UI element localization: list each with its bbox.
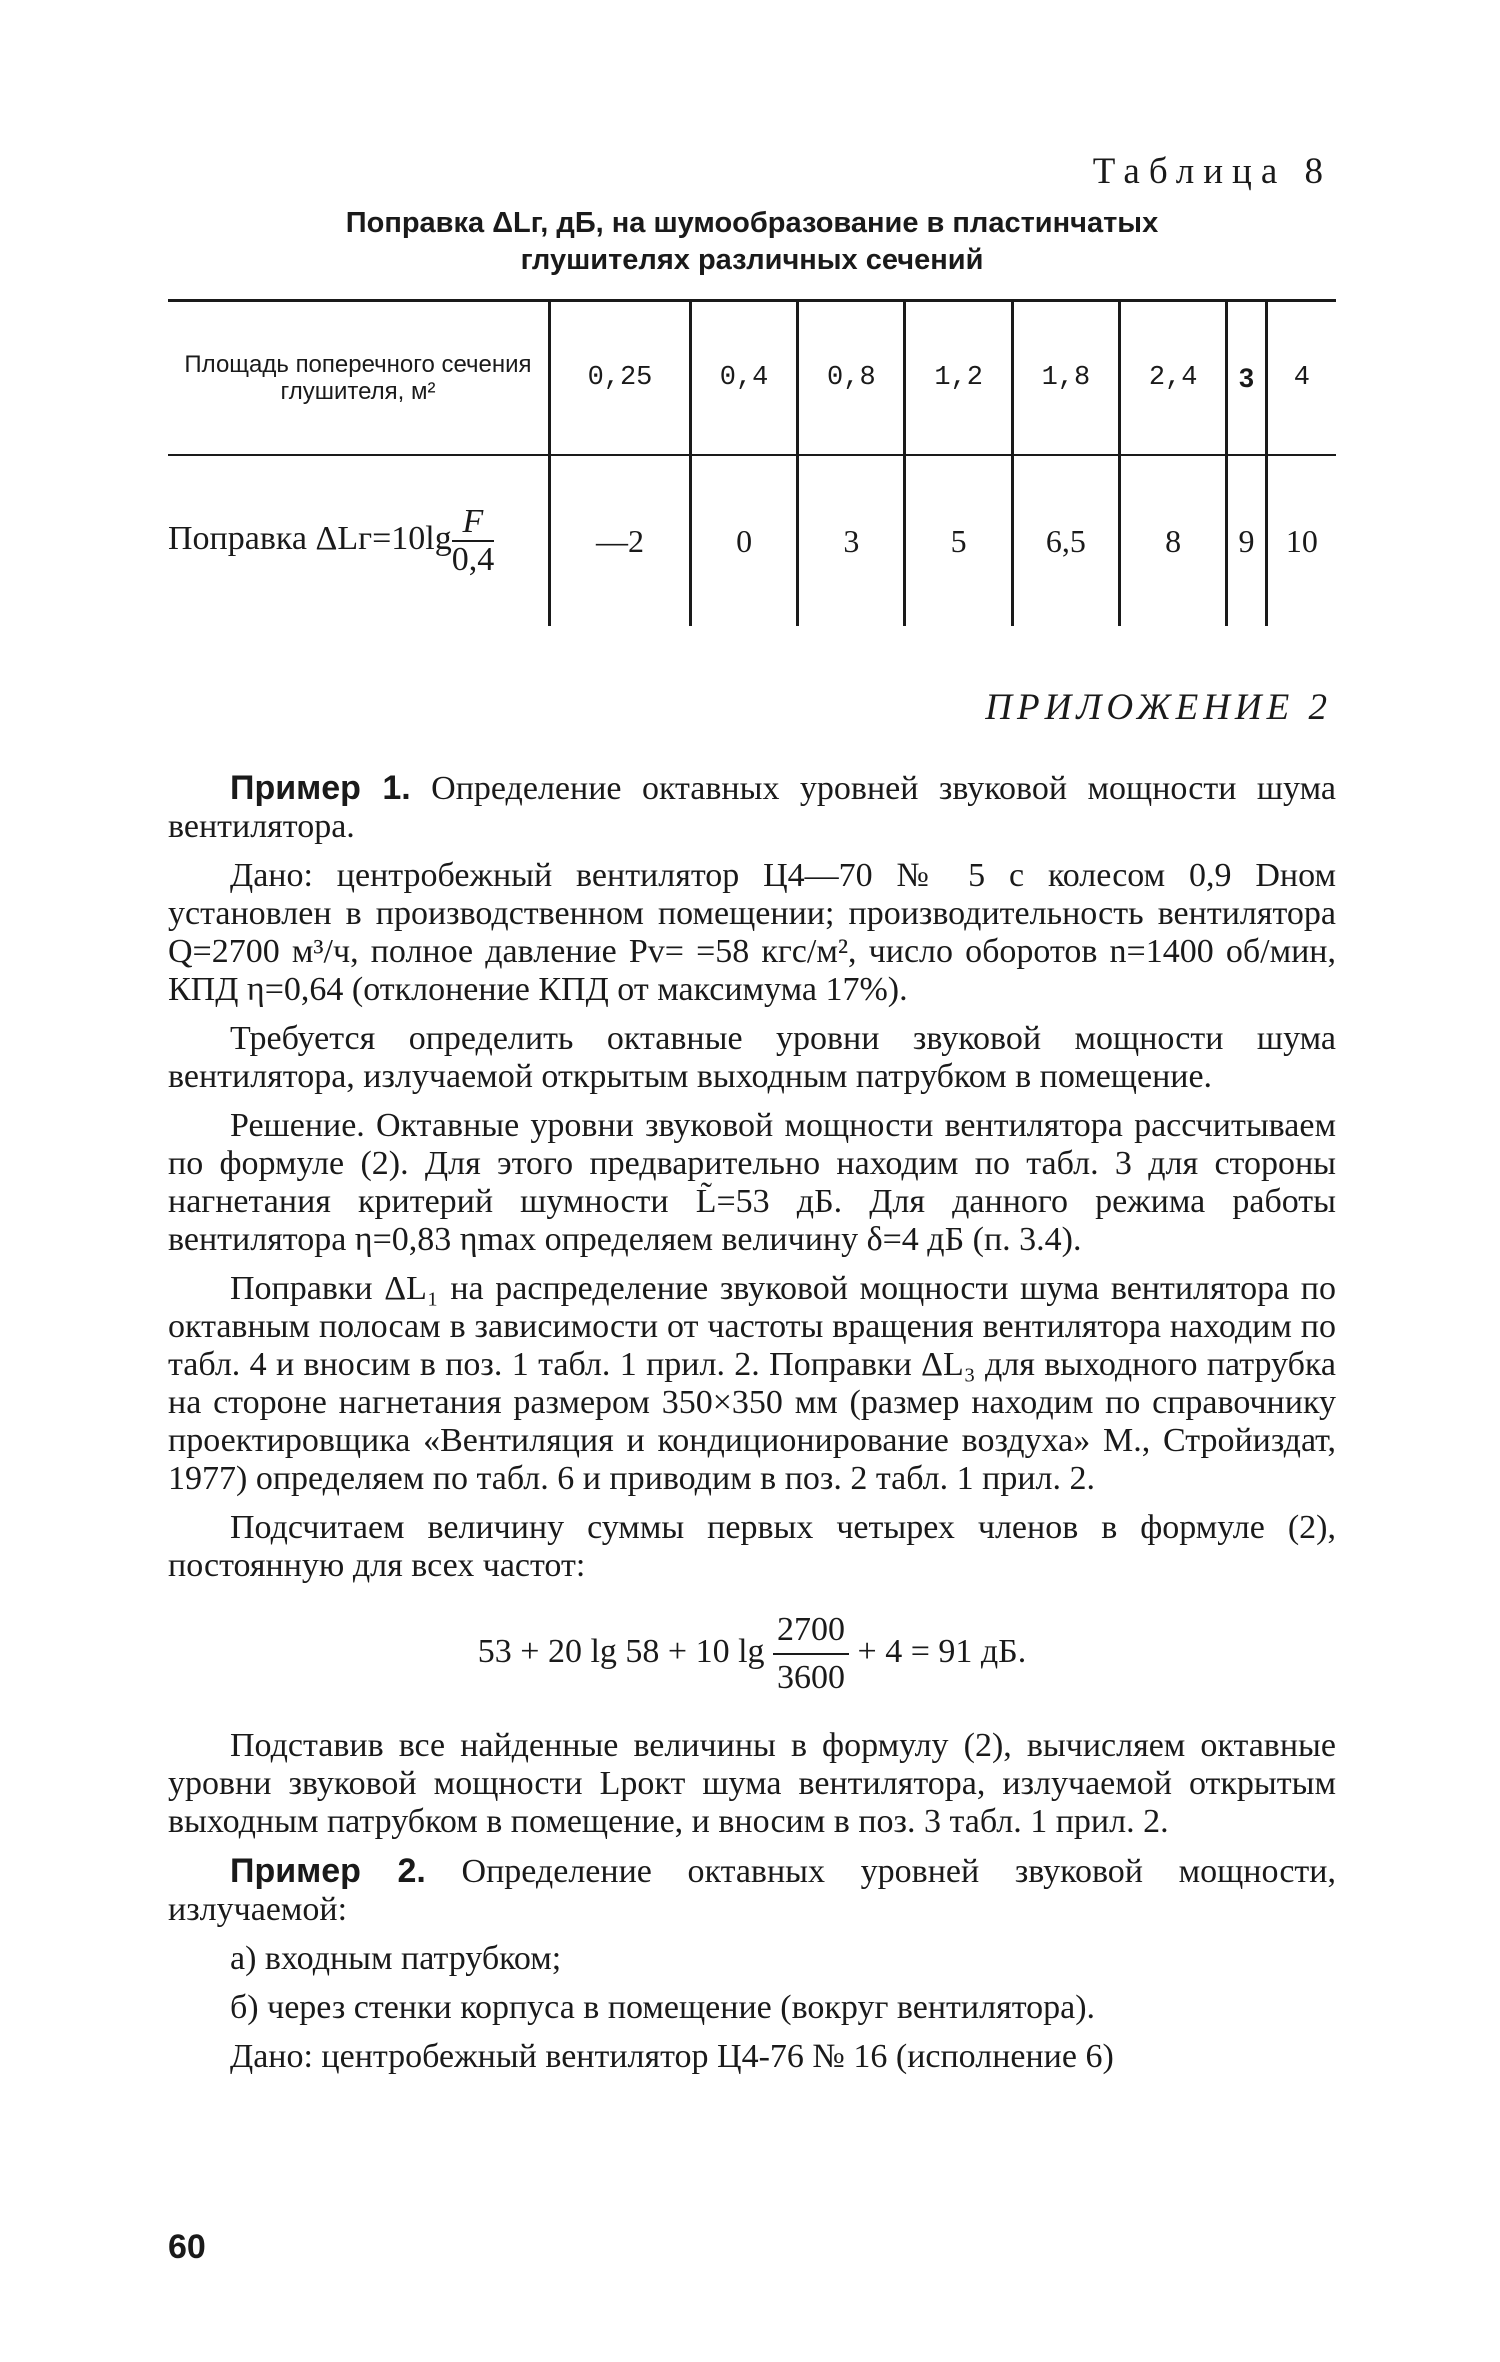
- value-cell: 10: [1266, 455, 1336, 626]
- paragraph-example2: [168, 1852, 1336, 1929]
- paragraph-sum: Подсчитаем величину суммы первых четырех членов в формуле (2), постоянную для всех частот:: [168, 1509, 1336, 1584]
- formula: [168, 1607, 1336, 1701]
- formula-den: 3600: [777, 1659, 846, 1696]
- example2-lead: Пример 2.: [230, 1852, 426, 1890]
- value-cell: 9: [1227, 455, 1266, 626]
- value-cell: 3: [798, 455, 905, 626]
- area-cell: 1,8: [1012, 301, 1119, 456]
- table-header-row: [168, 301, 1336, 456]
- appendix-title: ПРИЛОЖЕНИЕ 2: [985, 687, 1332, 728]
- value-cell: 6,5: [1012, 455, 1119, 626]
- example1-lead: Пример 1.: [230, 769, 411, 807]
- paragraph-required: Требуется определить октавные уровни звуковой мощности шума вентилятора, излучаемой открытым выходным патрубком в помещение.: [168, 1020, 1336, 1095]
- page-content: [168, 150, 1336, 2076]
- area-cell: 0,8: [798, 301, 905, 456]
- header-label: Площадь поперечного сечения глушителя, м²: [168, 301, 550, 456]
- value-cell: 8: [1120, 455, 1227, 626]
- list-item-b: б) через стенки корпуса в помещение (вокруг вентилятора).: [230, 1989, 1096, 2026]
- table-caption-line1: Поправка ΔLг, дБ, на шумообразование в пластинчатых: [345, 207, 1159, 239]
- formula-num: 2700: [773, 1607, 849, 1655]
- table-number: Таблица 8: [1092, 151, 1332, 192]
- table-value-row: [168, 455, 1336, 626]
- paragraph-corrections: Поправки ΔL₁ на распределение звуковой мощности шума вентилятора по октавным полосам в зависимости от частоты вращения вентилятора находим по табл. 4 и вносим в поз. 1 табл. 1 прил. 2. Поправки ΔL₃ для выходного патрубка на стороне нагнетания размером 350×350 мм (размер находим по справочнику проектировщика «Вентиляция и кондиционирование воздуха» М., Стройиздат, 1977) определяем по табл. 6 и приводим в поз. 2 табл. 1 прил. 2.: [168, 1270, 1336, 1497]
- formula-left: 53 + 20 lg 58 + 10 lg: [477, 1632, 765, 1670]
- area-cell: 3: [1227, 301, 1266, 456]
- row-label: [168, 455, 550, 626]
- paragraph-substitute: Подставив все найденные величины в формулу (2), вычисляем октавные уровни звуковой мощности Lpокт шума вентилятора, излучаемой открытым выходным патрубком в помещение, и вносим в поз. 3 табл. 1 прил. 2.: [168, 1727, 1336, 1840]
- formula-right: + 4 = 91 дБ.: [857, 1632, 1027, 1670]
- table-caption: [168, 205, 1336, 279]
- example2-text: Определение октавных уровней звуковой мощности, излучаемой:: [168, 1853, 1336, 1928]
- row-label-den: 0,4: [451, 541, 495, 578]
- row-label-prefix: Поправка ΔLг=10lg: [168, 519, 452, 557]
- row-label-num: F: [452, 504, 495, 542]
- paragraph-given: Дано: центробежный вентилятор Ц4—70 № 5 с колесом 0,9 Dном установлен в производственном помещении; производительность вентилятора Q=2700 м³/ч, полное давление Pv= =58 кгс/м², число оборотов n=1400 об/мин, КПД η=0,64 (отклонение КПД от максимума 17%).: [168, 857, 1336, 1008]
- paragraph-example1: [168, 769, 1336, 846]
- list-item-a: а) входным патрубком;: [230, 1940, 562, 1977]
- page-number: 60: [168, 2228, 206, 2266]
- example1-text: Определение октавных уровней звуковой мощности шума вентилятора.: [168, 770, 1336, 845]
- area-cell: 2,4: [1120, 301, 1227, 456]
- row-label-fraction: [452, 504, 495, 578]
- value-cell: 0: [690, 455, 797, 626]
- area-cell: 1,2: [905, 301, 1012, 456]
- correction-table: [168, 299, 1336, 626]
- value-cell: —2: [550, 455, 691, 626]
- area-cell: 4: [1266, 301, 1336, 456]
- formula-fraction: [773, 1607, 849, 1701]
- paragraph-given2: Дано: центробежный вентилятор Ц4-76 № 16 (исполнение 6): [230, 2038, 1114, 2075]
- area-cell: 0,25: [550, 301, 691, 456]
- paragraph-solution: Решение. Октавные уровни звуковой мощности вентилятора рассчитываем по формуле (2). Для этого предварительно находим по табл. 3 для стороны нагнетания критерий шумности L̃=53 дБ. Для данного режима работы вентилятора η=0,83 ηmax определяем величину δ=4 дБ (п. 3.4).: [168, 1107, 1336, 1258]
- value-cell: 5: [905, 455, 1012, 626]
- area-cell: 0,4: [690, 301, 797, 456]
- table-caption-line2: глушителях различных сечений: [520, 244, 984, 276]
